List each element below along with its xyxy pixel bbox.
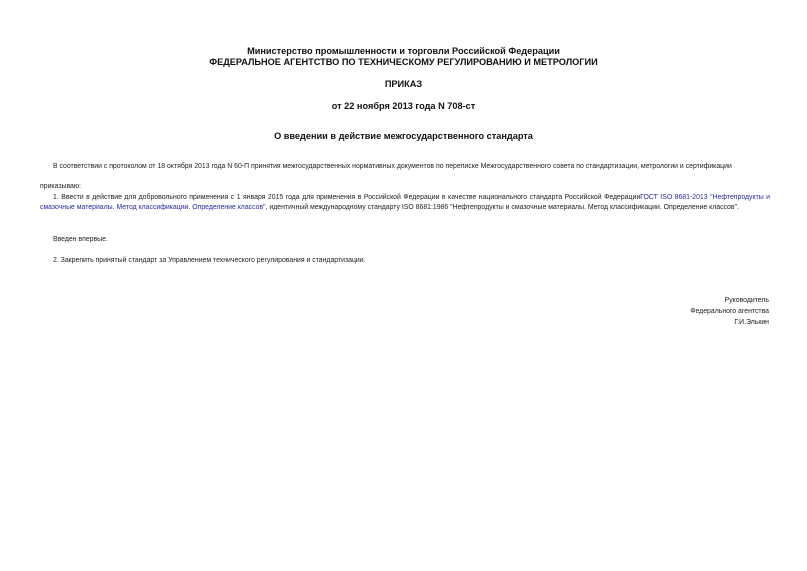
item-1-text-before: 1. Ввести в действие для добровольного применения с 1 января 2015 года для применения в Российской Федерации в качестве национального стандарта Российской Федерации (53, 194, 641, 201)
signature-name: Г.И.Элькин (734, 319, 769, 326)
agency-title: ФЕДЕРАЛЬНОЕ АГЕНТСТВО ПО ТЕХНИЧЕСКОМУ РЕГУЛИРОВАНИЮ И МЕТРОЛОГИИ (209, 57, 598, 67)
standard-title-link[interactable]: "Нефтепродукты и смазочные материалы. Метод классификации. Определение классов" (40, 194, 771, 211)
document-date-number: от 22 ноября 2013 года N 708-ст (331, 101, 476, 111)
item-2-paragraph: 2. Закрепить принятый стандарт за Управлением технического регулирования и стандартизации. (53, 257, 366, 264)
item-1-text-after: , идентичный международному стандарту ISO 8681:1986 "Нефтепродукты и смазочные материалы. Метод классификации. Определение классов". (265, 203, 739, 211)
signature-position-line-2: Федерального агентства (690, 308, 769, 315)
signature-position-line-1: Руководитель (724, 297, 769, 304)
document-subject: О введении в действие межгосударственного стандарта (274, 131, 533, 141)
order-word: приказываю: (40, 183, 81, 190)
item-1-paragraph (40, 193, 770, 212)
first-time-note: Введен впервые. (53, 236, 108, 243)
ministry-title: Министерство промышленности и торговли Российской Федерации (247, 46, 560, 56)
standard-link[interactable]: ГОСТ ISO 8681-2013 (640, 194, 708, 201)
intro-paragraph: В соответствии с протоколом от 18 октября 2013 года N 60-П принятия межгосударственных нормативных документов по переписке Межгосударственного совета по стандартизации, метрологии и сертификации (53, 163, 732, 170)
document-type: ПРИКАЗ (384, 79, 423, 89)
